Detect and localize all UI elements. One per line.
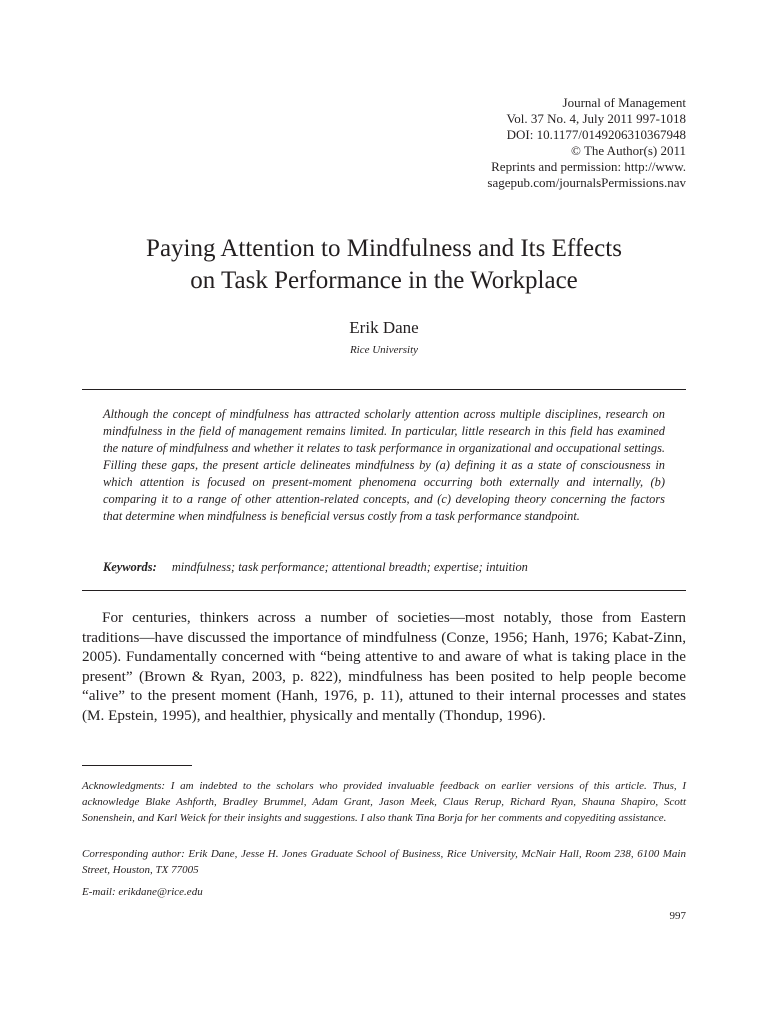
- journal-name: Journal of Management: [562, 95, 686, 110]
- journal-doi: DOI: 10.1177/0149206310367948: [506, 127, 686, 142]
- journal-volume: Vol. 37 No. 4, July 2011 997-1018: [506, 111, 686, 126]
- acknowledgments-footnote: Acknowledgments: I am indebted to the scholars who provided invaluable feedback on earlier versions of this article. Thus, I acknowledge Blake Ashforth, Bradley Brummel, Adam Grant, Jason Meek, Claus Rerup, Richard Ryan, Shauna Shapiro, Scott Sonenshein, and Karl Weick for their insights and suggestions. I also thank Tina Borja for her comments and copyediting assistance.: [82, 780, 686, 824]
- body-paragraph: For centuries, thinkers across a number of societies—most notably, those from Eastern traditions—have discussed the importance of mindfulness (Conze, 1956; Hanh, 1976; Kabat-Zinn, 2005). Fundamentally concerned with “being attentive to and aware of what is taking place in the present” (Brown & Ryan, 2003, p. 822), mindfulness has been posited to help people become “alive” to the present moment (Hanh, 1976, p. 11), attuned to their internal processes and states (M. Epstein, 1995), and healthier, physically and mentally (Thondup, 1996).: [82, 609, 686, 724]
- author-name: Erik Dane: [349, 318, 419, 337]
- title-line-2: on Task Performance in the Workplace: [190, 267, 578, 294]
- author-affiliation: Rice University: [349, 344, 419, 356]
- abstract: Although the concept of mindfulness has attracted scholarly attention across multiple disciplines, research on mindfulness in the field of management remains limited. In particular, little research in this field has examined the nature of mindfulness and whether it relates to task performance in organizational and occupational settings. Filling these gaps, the present article delineates mindfulness by (a) defining it as a state of consciousness in which attention is focused on present-moment phenomena occurring both externally and internally, (b) comparing it to a range of other attention-related concepts, and (c) developing theory concerning the factors that determine when mindfulness is beneficial versus costly from a task performance standpoint.: [103, 407, 665, 523]
- keywords-label: Keywords:: [103, 560, 157, 574]
- email-footnote: E-mail: erikdane@rice.edu: [82, 886, 203, 898]
- keywords-list: mindfulness; task performance; attentional breadth; expertise; intuition: [171, 560, 528, 574]
- journal-metadata: [487, 95, 686, 191]
- keywords-line: [103, 560, 683, 575]
- page-number: 997: [669, 910, 686, 922]
- abstract-bottom-rule: [82, 590, 686, 591]
- journal-copyright: © The Author(s) 2011: [571, 143, 686, 158]
- footnote-rule: [82, 765, 192, 766]
- journal-reprints: Reprints and permission: http://www.: [491, 159, 686, 174]
- abstract-top-rule: [82, 389, 686, 390]
- corresponding-author-footnote: Corresponding author: Erik Dane, Jesse H. Jones Graduate School of Business, Rice University, McNair Hall, Room 238, 6100 Main Street, Houston, TX 77005: [82, 848, 686, 876]
- title-line-1: Paying Attention to Mindfulness and Its Effects: [146, 235, 622, 262]
- journal-reprints-url: sagepub.com/journalsPermissions.nav: [487, 175, 686, 190]
- article-title: [60, 233, 708, 297]
